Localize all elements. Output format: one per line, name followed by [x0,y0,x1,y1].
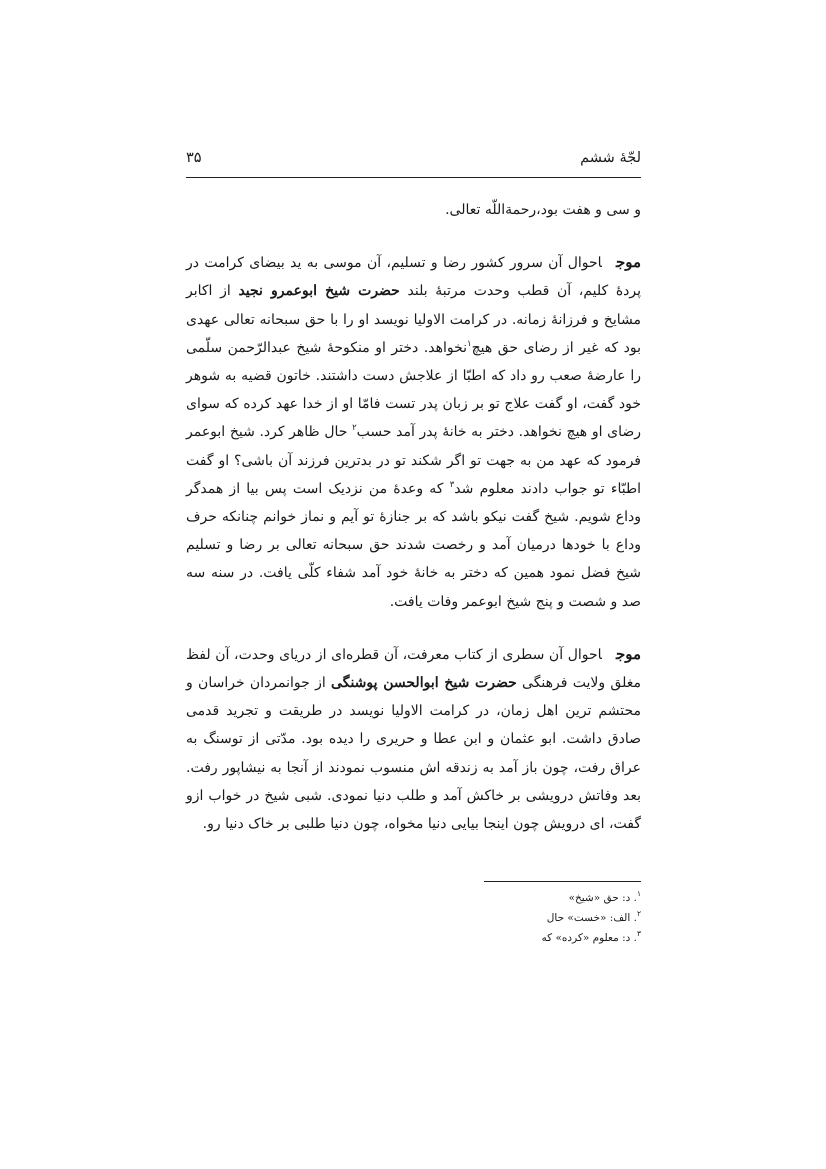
paragraph-text: احوال آن سرور کشور رضا و تسلیم، آن موسی به ید بیضای کرامت در پردهٔ کلیم، آن قطب وحدت مرتبهٔ بلند [186,255,642,300]
footnote-text: . الف: «خست» حال [546,912,637,924]
running-header [186,148,641,174]
paragraph-text: که وعدهٔ من نزدیک است پس بیا از همدگر وداع شویم. شیخ گفت نیکو باشد که بر جنازهٔ تو آیم و نماز خوانم چنانکه حرف وداع با خودها درمیان آمد و رخصت شدند حق سبحانه تعالی بر رضا و تسلیم شیخ فضل نمود همین که دختر به خانهٔ خود آمد شفاء کلّی یافت. در سنه سه صد و شصت و پنج شیخ ابوعمر وفات یافت. [186,480,641,610]
saint-name: حضرت شیخ ابوعمرو نجید [238,283,400,300]
page-number: ۳۵ [186,150,202,166]
footnote-item [186,908,641,928]
paragraph-text: نخواهد. دختر او منکوحهٔ شیخ عبدالرّحمن سلّمی را عارضهٔ صعب رو داد که اطبّا از علاجش دست داشتند. خاتون قضیه به شوهر خود گفت، او گفت علاج تو بر زبان پدر تست فامّا او از خدا عهد کرده که سوای رضای او هیچ نخواهد. دختر به خانهٔ پدر آمد حسب [186,339,641,441]
footnote-text: . د: معلوم «کرده» که [541,932,637,944]
footnote-text: . د: حق «شیخ» [568,892,637,904]
paragraph-text: از جوانمردان خراسان و محتشم ترین اهل زمان، در کرامت الاولیا نویسد در طریقت و تجرید قدمی صادق داشت. ابو عثمان و ابن عطا و حریری را دیده بود. مدّتی از توسنگ به عراق رفت، چون باز آمد به زندقه اش منسوب نمودند از آنجا به نیشاپور رفت. بعد وفاتش درویشی بر خاکش آمد و طلب دنیا نمودی. شبی شیخ در خواب ازو گفت، ای درویش چون اینجا بیایی دنیا مخواه، چون دنیا طلبی بر خاک دنیا رو. [186,675,641,833]
footnote-mark: ۲ [636,909,641,918]
footnote-item [186,888,641,908]
header-rule [186,177,641,178]
footnote-mark: ۱ [636,889,641,898]
paragraph-heading: موج [615,644,641,663]
footnote-reference[interactable]: ۲ [352,423,357,434]
paragraph-text: حال ظاهر کرد. شیخ ابوعمر فرمود که عهد من به جهت تو اگر شکند تو در بدترین فرزند آن باشی؟ او گفت اطبّاء تو جواب دادند معلوم شد [186,424,642,497]
document-page [186,0,641,1169]
paragraph-text: احوال آن سطری از کتاب معرفت، آن قطره‌ای از دریای وحدت، آن لفظ مغلق ولایت فرهنگی [186,646,641,692]
paragraph-abul-hasan [186,640,641,838]
paragraph-abu-amr [186,248,641,616]
footnote-mark: ۳ [636,929,641,938]
body-text [186,196,641,862]
footnote-rule [484,881,641,882]
saint-name: حضرت شیخ ابوالحسن پوشنگی [331,675,517,692]
footnote-reference[interactable]: ۱ [467,338,472,349]
continuation-line: و سی و هفت بود،رحمةاللّه تعالی. [445,202,641,218]
footnote-reference[interactable]: ۳ [449,479,455,490]
paragraph-heading: موج [615,253,641,272]
footnote-item [186,928,641,948]
paragraph-text: از اکابر مشایخ و فرزانهٔ زمانه. در کرامت الاولیا نویسد او را با حق سبحانه تعالی عهدی بود که غیر از رضای حق هیچ [186,283,641,356]
running-title: لجّهٔ ششم [580,150,641,166]
footnotes [186,888,641,948]
